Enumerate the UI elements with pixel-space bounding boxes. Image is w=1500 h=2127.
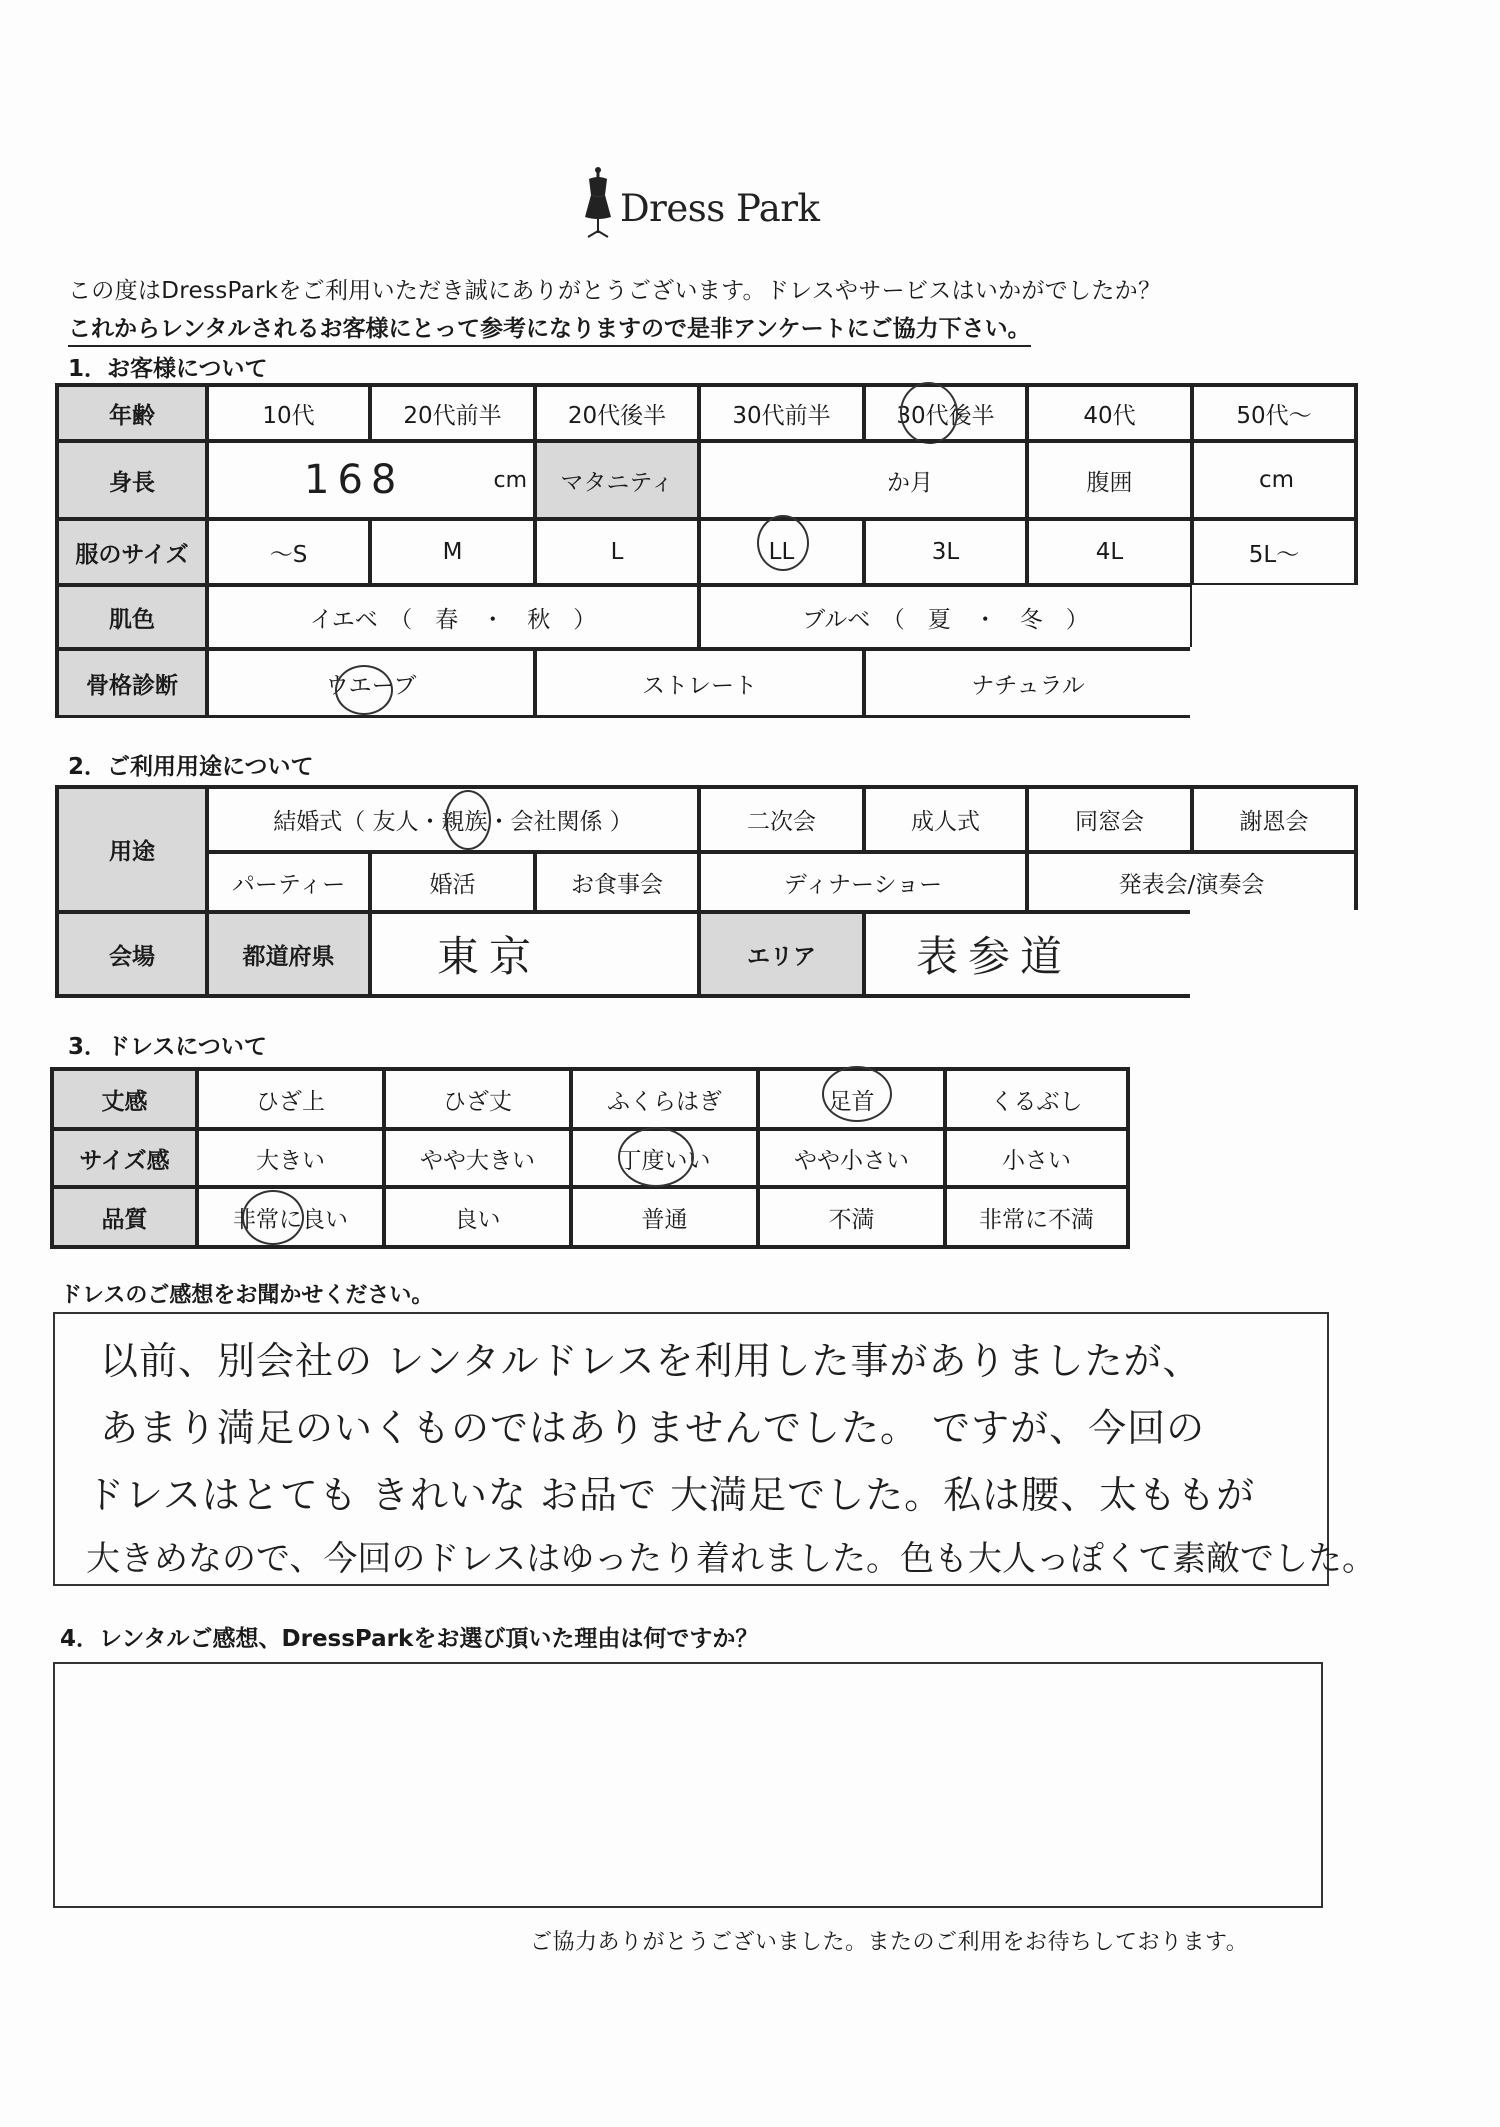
size-option-selected[interactable]: LL: [699, 519, 864, 585]
age-option[interactable]: 10代: [207, 385, 370, 441]
age-option-selected[interactable]: 30代後半: [864, 385, 1027, 441]
fit-option-selected[interactable]: 丁度いい: [571, 1129, 758, 1187]
age-option[interactable]: 50代〜: [1192, 385, 1356, 441]
comment-line: ドレスはとても きれいな お品で 大満足でした。私は腰、太ももが: [86, 1473, 1256, 1517]
waist-unit: cm: [1258, 467, 1294, 493]
wedding-option[interactable]: 結婚式（ 友人・親族・会社関係 ）: [207, 787, 699, 852]
rental-reason-box[interactable]: [53, 1662, 1323, 1908]
prefecture-label: 都道府県: [207, 912, 370, 996]
height-value: 168: [304, 457, 405, 503]
section3-title: 3．ドレスについて: [68, 1034, 267, 1060]
size-option[interactable]: L: [535, 519, 699, 585]
quality-option[interactable]: 良い: [384, 1187, 571, 1247]
comment-line: 大きめなので、今回のドレスはゆったり着れました。色も大人っぽくて素敵でした。: [86, 1539, 1376, 1579]
frame-option-selected[interactable]: ウエーブ: [207, 649, 535, 717]
height-unit: cm: [493, 467, 527, 493]
area-field[interactable]: [864, 912, 1192, 996]
purpose-option[interactable]: パーティー: [207, 852, 370, 912]
maternity-label: マタニティ: [535, 441, 699, 519]
fit-label: サイズ感: [52, 1129, 197, 1187]
footer-thanks: ご協力ありがとうございました。またのご利用をお待ちしております。: [530, 1930, 1249, 1955]
age-option[interactable]: 40代: [1027, 385, 1192, 441]
logo-text: Dress Park: [620, 187, 820, 230]
age-option[interactable]: 20代前半: [370, 385, 535, 441]
purpose-label: 用途: [57, 787, 207, 912]
section1-title: 1．お客様について: [68, 356, 268, 382]
purpose-option[interactable]: 謝恩会: [1192, 787, 1356, 852]
height-field[interactable]: [207, 441, 535, 519]
dress-form-icon: [580, 165, 616, 245]
skin-blue-option[interactable]: ブルベ （ 夏 ・ 冬 ）: [699, 585, 1192, 649]
quality-option[interactable]: 非常に不満: [945, 1187, 1128, 1247]
area-label: エリア: [699, 912, 864, 996]
frame-label: 骨格診断: [57, 649, 207, 717]
frame-option[interactable]: ナチュラル: [864, 649, 1192, 717]
comment-line: 以前、別会社の レンタルドレスを利用した事がありましたが、: [100, 1339, 1202, 1383]
size-option[interactable]: 〜S: [207, 519, 370, 585]
length-option[interactable]: ひざ上: [197, 1069, 384, 1129]
table-blank-corner: [1190, 910, 1360, 1002]
intro-text: この度はDressParkをご利用いただき誠にありがとうございます。ドレスやサービスはいかがでしたか？: [68, 278, 1162, 304]
size-label: 服のサイズ: [57, 519, 207, 585]
length-option-selected[interactable]: 足首: [758, 1069, 945, 1129]
frame-option[interactable]: ストレート: [535, 649, 864, 717]
intro-request-text: これからレンタルされるお客様にとって参考になりますので是非アンケートにご協力下さい。: [68, 310, 1031, 347]
age-option[interactable]: 20代後半: [535, 385, 699, 441]
length-option[interactable]: ひざ丈: [384, 1069, 571, 1129]
maternity-months-unit: か月: [887, 469, 933, 496]
fit-option[interactable]: 大きい: [197, 1129, 384, 1187]
purpose-option[interactable]: 発表会/演奏会: [1027, 852, 1356, 912]
section4-title: 4．レンタルご感想、DressParkをお選び頂いた理由は何ですか？: [60, 1626, 759, 1652]
length-option[interactable]: ふくらはぎ: [571, 1069, 758, 1129]
quality-option[interactable]: 不満: [758, 1187, 945, 1247]
size-option[interactable]: 4L: [1027, 519, 1192, 585]
purpose-option[interactable]: 成人式: [864, 787, 1027, 852]
quality-option-selected[interactable]: 非常に良い: [197, 1187, 384, 1247]
purpose-option[interactable]: ディナーショー: [699, 852, 1027, 912]
age-option[interactable]: 30代前半: [699, 385, 864, 441]
waist-field[interactable]: [1192, 441, 1356, 519]
quality-option[interactable]: 普通: [571, 1187, 758, 1247]
fit-option[interactable]: やや小さい: [758, 1129, 945, 1187]
height-label: 身長: [57, 441, 207, 519]
size-option[interactable]: 3L: [864, 519, 1027, 585]
length-option[interactable]: くるぶし: [945, 1069, 1128, 1129]
comments-title: ドレスのご感想をお聞かせください。: [60, 1283, 434, 1308]
table-blank-corner: [1190, 647, 1360, 721]
fit-option[interactable]: やや大きい: [384, 1129, 571, 1187]
purpose-option[interactable]: 同窓会: [1027, 787, 1192, 852]
purpose-option[interactable]: 二次会: [699, 787, 864, 852]
dresspark-logo: [580, 165, 820, 245]
purpose-option[interactable]: お食事会: [535, 852, 699, 912]
size-option[interactable]: 5L〜: [1192, 519, 1356, 585]
prefecture-field[interactable]: [370, 912, 699, 996]
maternity-months-field[interactable]: [699, 441, 1027, 519]
purpose-option[interactable]: 婚活: [370, 852, 535, 912]
prefecture-value: 東京: [437, 932, 542, 981]
fit-option[interactable]: 小さい: [945, 1129, 1128, 1187]
waist-label: 腹囲: [1027, 441, 1192, 519]
skin-label: 肌色: [57, 585, 207, 649]
venue-label: 会場: [57, 912, 207, 996]
length-label: 丈感: [52, 1069, 197, 1129]
skin-yellow-option[interactable]: イエベ （ 春 ・ 秋 ）: [207, 585, 699, 649]
comment-line: あまり満足のいくものではありませんでした。 ですが、今回の: [100, 1406, 1206, 1450]
quality-label: 品質: [52, 1187, 197, 1247]
section2-title: 2．ご利用用途について: [68, 754, 314, 780]
area-value: 表参道: [916, 932, 1073, 981]
age-label: 年齢: [57, 385, 207, 441]
size-option[interactable]: M: [370, 519, 535, 585]
